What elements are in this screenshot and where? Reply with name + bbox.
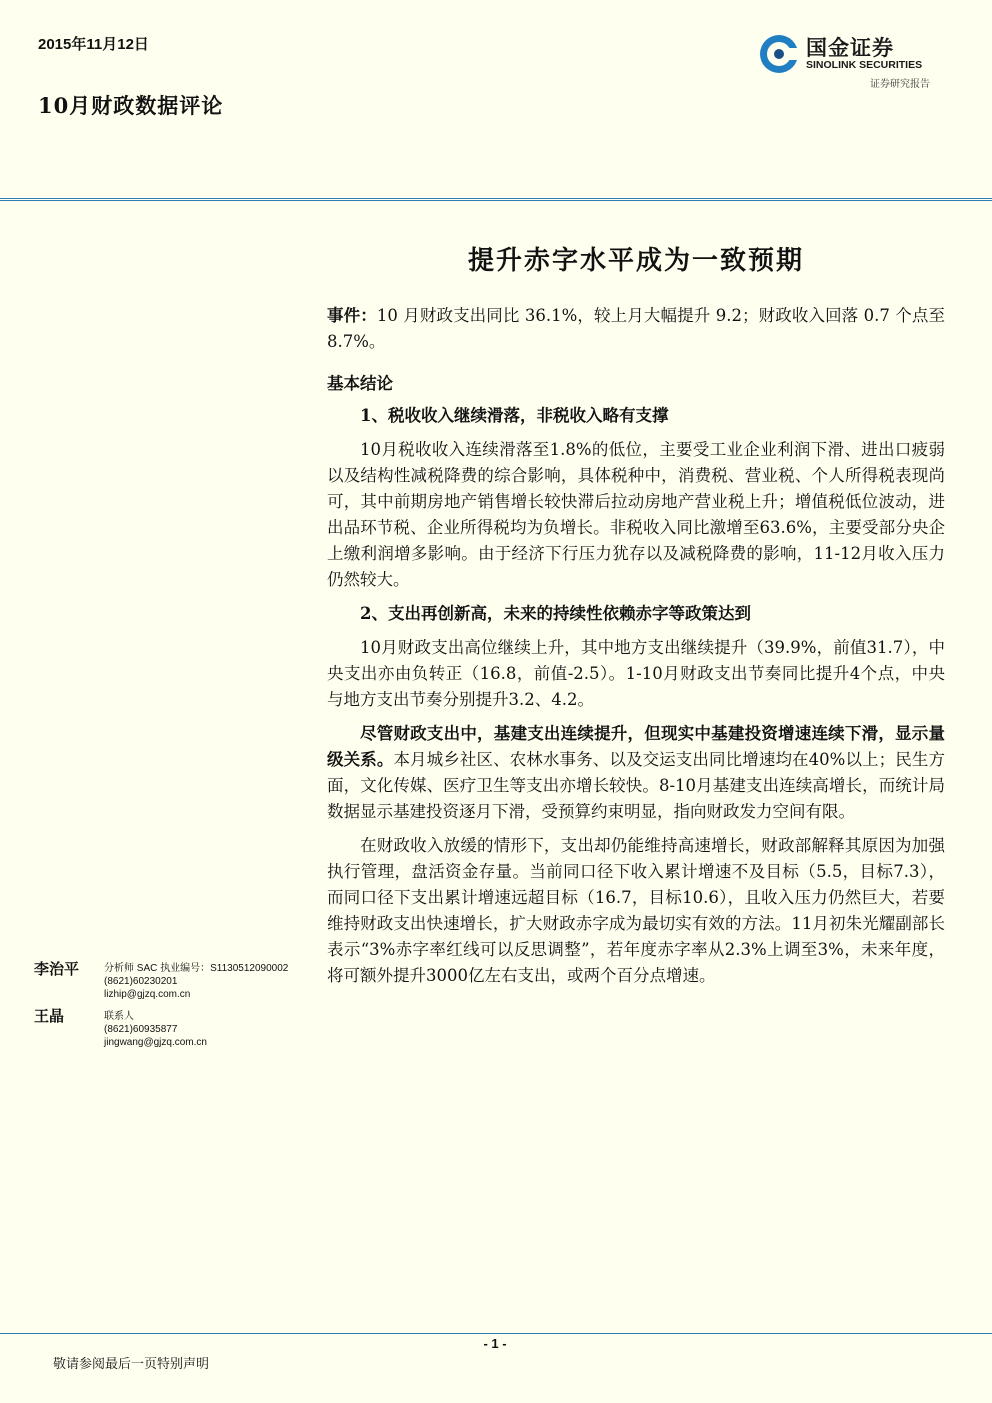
author-1-phone: (8621)60230201 bbox=[104, 976, 178, 987]
section-1-heading: 1、税收收入继续滑落，非税收入略有支撑 bbox=[360, 406, 669, 425]
author-1-info bbox=[104, 962, 288, 1001]
deficit-paragraph: 在财政收入放缓的情形下，支出却仍能维持高速增长，财政部解释其原因为加强执行管理，盘活资金存量。当前同口径下收入累计增速不及目标（5.5，目标7.3），而同口径下支出累计增速远超目标（16.7，目标10.6），且收入压力仍然巨大，若要维持财政支出快速增长，扩大财政赤字成为最切实有效的方法。11月初朱光耀副部长表示“3%赤字率红线可以反思调整”，若年度赤字率从2.3%上调至3%，未来年度，将可额外提升3000亿左右支出，或两个百分点增速。 bbox=[327, 836, 945, 985]
report-category: 证券研究报告 bbox=[870, 79, 930, 90]
infrastructure-paragraph bbox=[327, 721, 945, 825]
author-1-email[interactable]: lizhip@gjzq.com.cn bbox=[104, 989, 191, 1000]
disclaimer-note: 敬请参阅最后一页特别声明 bbox=[53, 1357, 210, 1372]
author-1-cert: 分析师 SAC 执业编号：S1130512090002 bbox=[104, 963, 289, 974]
report-body bbox=[327, 303, 945, 989]
author-2-name: 王晶 bbox=[34, 1007, 65, 1025]
logo-chinese-name: 国金证券 bbox=[806, 36, 894, 60]
author-1-name: 李治平 bbox=[34, 960, 80, 978]
section-2-heading: 2、支出再创新高，未来的持续性依赖赤字等政策达到 bbox=[360, 604, 751, 623]
page-number: - 1 - bbox=[483, 1336, 507, 1351]
footer-divider bbox=[0, 1333, 992, 1334]
report-type-title: 10月财政数据评论 bbox=[38, 93, 224, 118]
author-2-email[interactable]: jingwang@gjzq.com.cn bbox=[104, 1037, 207, 1048]
event-label: 事件： bbox=[327, 306, 377, 325]
header-divider-secondary bbox=[0, 200, 992, 201]
infrastructure-text: 本月城乡社区、农林水事务、以及交运支出同比增速均在40%以上；民生方面，文化传媒、医疗卫生等支出亦增长较快。8-10月基建支出连续高增长，而统计局数据显示基建投资逐月下滑，受预算约束明显，指向财政发力空间有限。 bbox=[327, 750, 945, 821]
event-text: 10 月财政支出同比 36.1%，较上月大幅提升 9.2；财政收入回落 0.7 个点至 8.7%。 bbox=[327, 306, 945, 351]
infrastructure-lead: 尽管财政支出中，基建支出连续提升，但现实中基建投资增速连续下滑，显示量级关系。 bbox=[327, 724, 945, 769]
report-date: 2015年11月12日 bbox=[38, 36, 149, 53]
section-2-paragraph: 10月财政支出高位继续上升，其中地方支出继续提升（39.9%，前值31.7），中央支出亦由负转正（16.8，前值-2.5）。1-10月财政支出节奏同比提升4个点，中央与地方支出节奏分别提升3.2、4.2。 bbox=[327, 638, 945, 709]
headline: 提升赤字水平成为一致预期 bbox=[467, 246, 804, 276]
event-paragraph bbox=[327, 303, 945, 355]
author-2-role: 联系人 bbox=[104, 1011, 134, 1022]
logo-english-name: SINOLINK SECURITIES bbox=[806, 59, 923, 71]
author-2-phone: (8621)60935877 bbox=[104, 1024, 178, 1035]
author-2-info bbox=[104, 1010, 207, 1049]
conclusion-heading: 基本结论 bbox=[327, 374, 393, 393]
section-1-paragraph: 10月税收收入连续滑落至1.8%的低位，主要受工业企业利润下滑、进出口疲弱以及结构性减税降费的综合影响，具体税种中，消费税、营业税、个人所得税表现尚可，其中前期房地产销售增长较快滞后拉动房地产营业税上升；增值税低位波动，进出品环节税、企业所得税均为负增长。非税收入同比激增至63.6%，主要受部分央企上缴利润增多影响。由于经济下行压力犹存以及减税降费的影响，11-12月收入压力仍然较大。 bbox=[327, 440, 945, 589]
header-divider bbox=[0, 198, 992, 199]
